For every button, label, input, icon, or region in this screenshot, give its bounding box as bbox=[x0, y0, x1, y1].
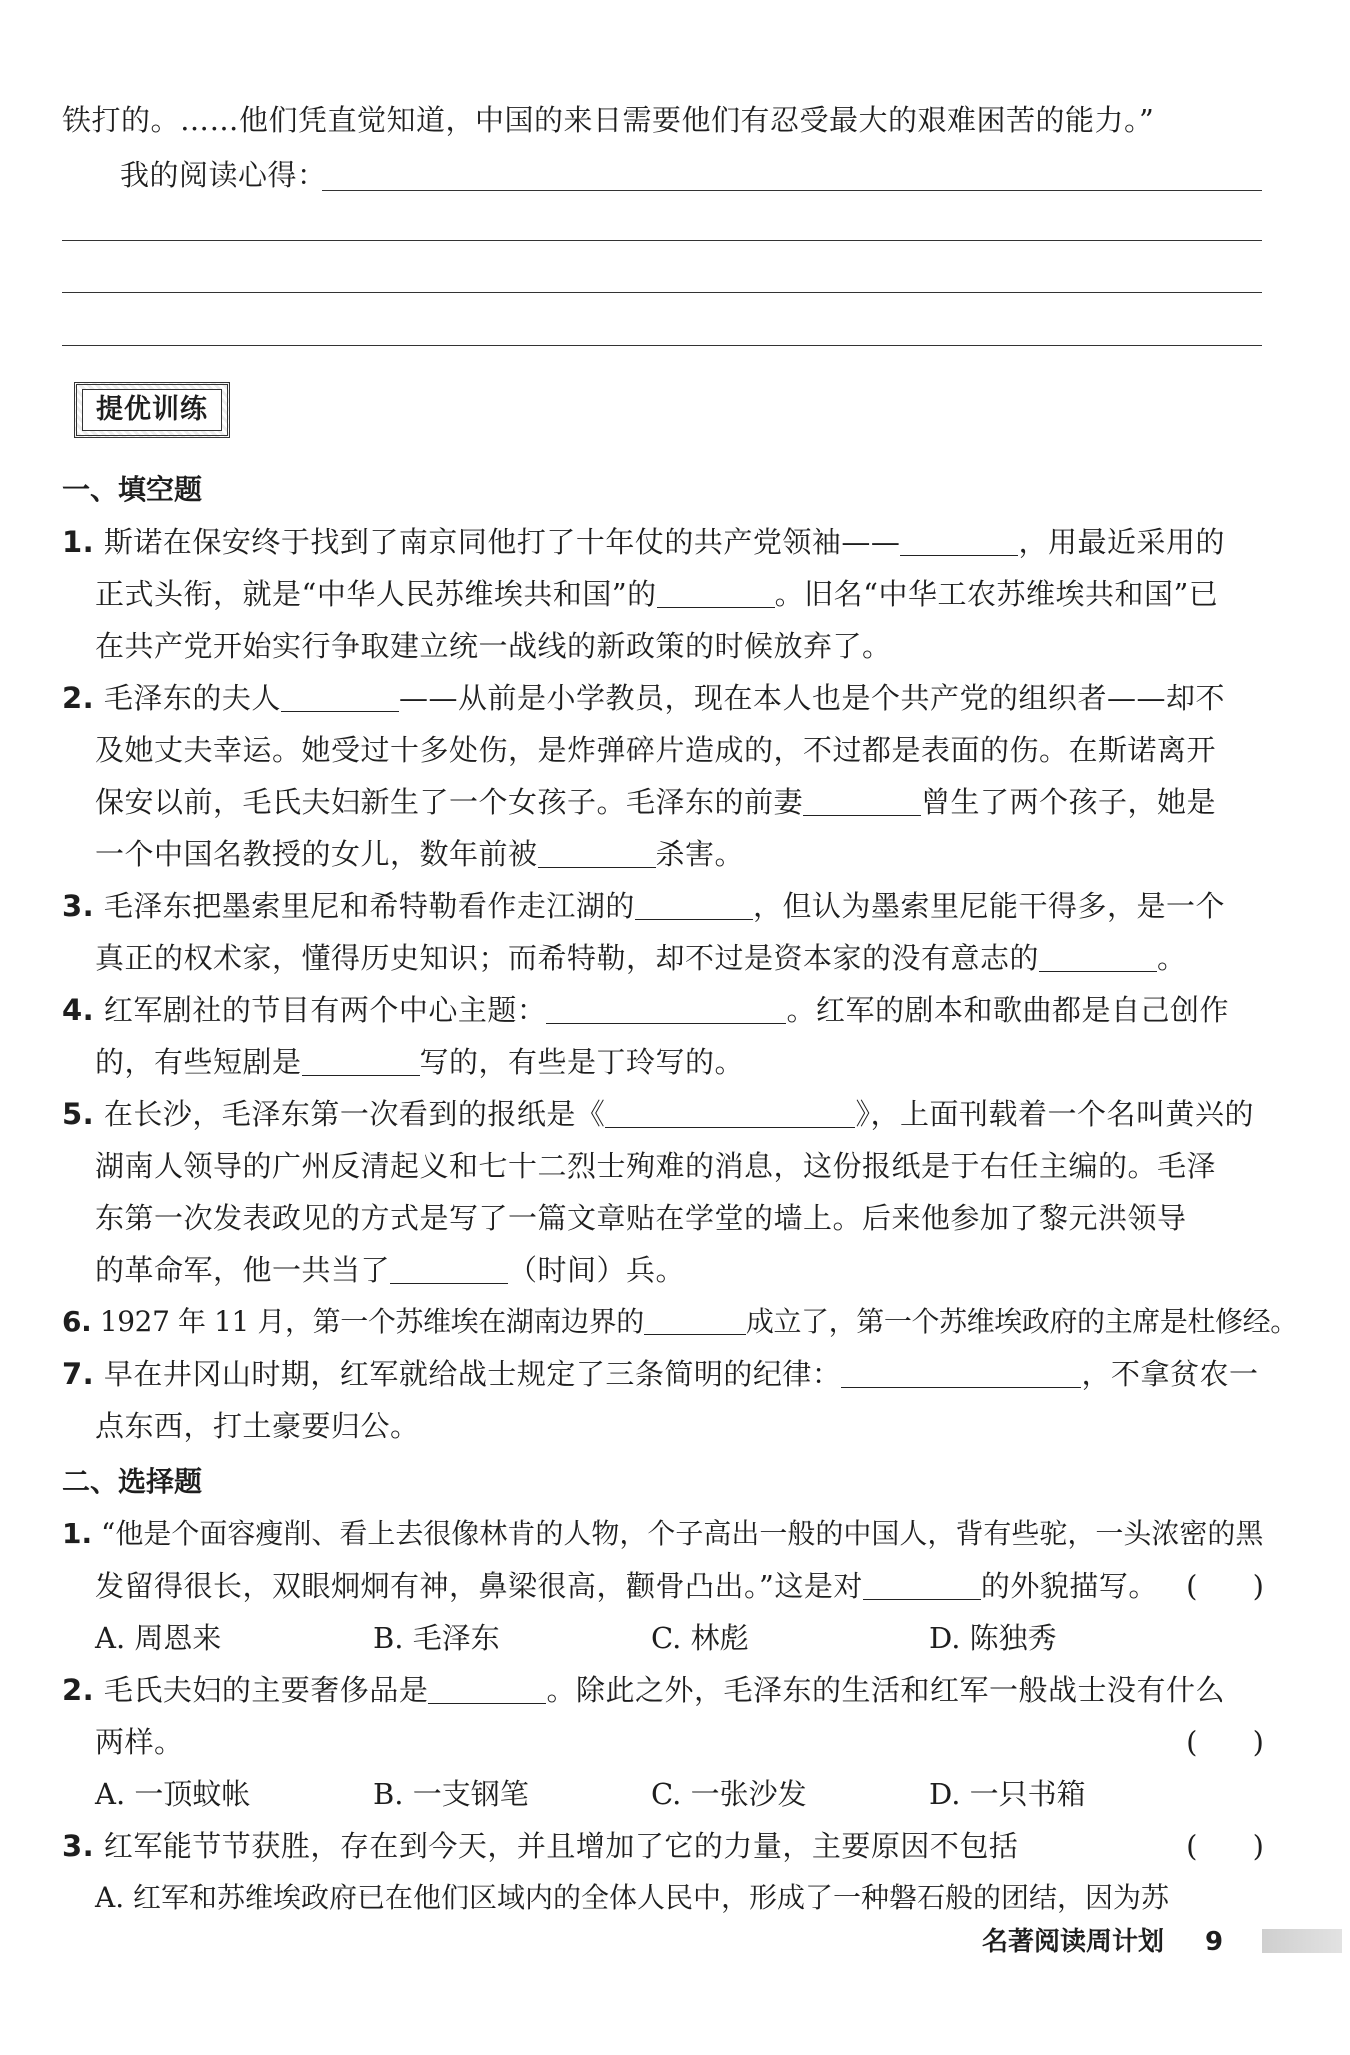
question-text: 成立了，第一个苏维埃政府的主席是杜修经。 bbox=[745, 1305, 1298, 1338]
question-number: 1. bbox=[62, 525, 95, 559]
option-c[interactable]: C. 一张沙发 bbox=[651, 1777, 807, 1811]
mc-question-3 bbox=[62, 1826, 1018, 1866]
question-number: 3. bbox=[62, 889, 95, 923]
question-text: 杀害。 bbox=[655, 837, 745, 871]
part2-heading: 二、选择题 bbox=[62, 1465, 203, 1498]
mc-question-1-line2 bbox=[95, 1566, 1158, 1606]
option-d[interactable]: D. 陈独秀 bbox=[929, 1621, 1057, 1655]
fill-blank[interactable] bbox=[546, 995, 786, 1024]
question-2-line3 bbox=[95, 782, 1216, 822]
question-3-line2 bbox=[95, 938, 1187, 978]
question-2 bbox=[62, 678, 1225, 718]
question-6 bbox=[62, 1302, 1298, 1342]
fill-blank[interactable] bbox=[635, 891, 753, 920]
question-text: 毛泽东的夫人 bbox=[103, 681, 281, 715]
mc-options-1 bbox=[95, 1618, 1207, 1658]
fill-blank[interactable] bbox=[803, 787, 921, 816]
question-text: 的革命军，他一共当了 bbox=[95, 1253, 391, 1287]
fill-blank[interactable] bbox=[841, 1359, 1081, 1388]
question-3 bbox=[62, 886, 1225, 926]
part1-heading: 一、填空题 bbox=[62, 473, 203, 506]
question-text: ，用最近采用的 bbox=[1018, 525, 1225, 559]
question-text: 。 bbox=[1157, 941, 1187, 975]
question-text: 发留得很长，双眼炯炯有神，鼻梁很高，颧骨凸出。”这是对 bbox=[95, 1569, 863, 1603]
option-c[interactable]: C. 林彪 bbox=[651, 1621, 749, 1655]
option-b[interactable]: B. 毛泽东 bbox=[373, 1621, 500, 1655]
question-4-line2 bbox=[95, 1042, 744, 1082]
question-5-line4 bbox=[95, 1250, 685, 1290]
question-text: 正式头衔，就是“中华人民苏维埃共和国”的 bbox=[95, 577, 657, 611]
answer-parentheses[interactable]: ( ) bbox=[1186, 1569, 1264, 1603]
question-text: 。旧名“中华工农苏维埃共和国”已 bbox=[774, 577, 1219, 611]
fill-blank[interactable] bbox=[538, 839, 656, 868]
reading-notes-label: 我的阅读心得： bbox=[120, 158, 327, 192]
quote-tail: 铁打的。……他们凭直觉知道，中国的来日需要他们有忍受最大的艰难困苦的能力。” bbox=[62, 103, 1155, 137]
page-edge-bar bbox=[1262, 1929, 1342, 1953]
question-7-line2: 点东西，打土豪要归公。 bbox=[95, 1409, 420, 1443]
mc-question-2-line2: 两样。 bbox=[95, 1725, 184, 1759]
question-text: 在长沙，毛泽东第一次看到的报纸是《 bbox=[103, 1097, 606, 1131]
question-number: 5. bbox=[62, 1097, 95, 1131]
question-text: 的外貌描写。 bbox=[980, 1569, 1158, 1603]
question-text: 。红军的剧本和歌曲都是自己创作 bbox=[786, 993, 1229, 1027]
book-series-title: 名著阅读周计划 bbox=[982, 1927, 1165, 1957]
question-text: 曾生了两个孩子，她是 bbox=[921, 785, 1217, 819]
question-text: 红军剧社的节目有两个中心主题： bbox=[103, 993, 547, 1027]
answer-line[interactable] bbox=[62, 240, 1262, 241]
fill-blank[interactable] bbox=[863, 1571, 981, 1600]
fill-blank[interactable] bbox=[428, 1675, 546, 1704]
question-text: ，不拿贫农一 bbox=[1081, 1357, 1259, 1391]
question-number: 7. bbox=[62, 1357, 95, 1391]
question-2-line2: 及她丈夫幸运。她受过十多处伤，是炸弹碎片造成的，不过都是表面的伤。在斯诺离开 bbox=[95, 733, 1217, 767]
answer-parentheses[interactable]: ( ) bbox=[1186, 1725, 1264, 1759]
mc-question-1 bbox=[62, 1514, 1263, 1554]
question-5 bbox=[62, 1094, 1254, 1134]
question-text: ——从前是小学教员，现在本人也是个共产党的组织者——却不 bbox=[398, 681, 1225, 715]
question-text: 真正的权术家，懂得历史知识；而希特勒，却不过是资本家的没有意志的 bbox=[95, 941, 1040, 975]
section-badge bbox=[74, 382, 230, 438]
question-5-line2: 湖南人领导的广州反清起义和七十二烈士殉难的消息，这份报纸是于右任主编的。毛泽 bbox=[95, 1149, 1217, 1183]
question-text: 保安以前，毛氏夫妇新生了一个女孩子。毛泽东的前妻 bbox=[95, 785, 804, 819]
question-number: 1. bbox=[62, 1517, 93, 1550]
question-number: 2. bbox=[62, 681, 95, 715]
answer-line[interactable] bbox=[62, 345, 1262, 346]
mc-question-2 bbox=[62, 1670, 1225, 1710]
answer-line[interactable] bbox=[62, 292, 1262, 293]
option-a[interactable]: A. 一顶蚊帐 bbox=[95, 1777, 251, 1811]
question-4 bbox=[62, 990, 1229, 1030]
question-1 bbox=[62, 522, 1225, 562]
question-text: 斯诺在保安终于找到了南京同他打了十年仗的共产党领袖—— bbox=[103, 525, 901, 559]
question-text: 写的，有些是丁玲写的。 bbox=[419, 1045, 745, 1079]
question-text: 一个中国名教授的女儿，数年前被 bbox=[95, 837, 538, 871]
question-text: 的，有些短剧是 bbox=[95, 1045, 302, 1079]
option-d[interactable]: D. 一只书箱 bbox=[929, 1777, 1086, 1811]
question-7 bbox=[62, 1354, 1258, 1394]
question-1-line3: 在共产党开始实行争取建立统一战线的新政策的时候放弃了。 bbox=[95, 629, 892, 663]
mc-question-3-option-a[interactable]: A. 红军和苏维埃政府已在他们区域内的全体人民中，形成了一种磐石般的团结，因为苏 bbox=[95, 1881, 1170, 1914]
question-text: ，但认为墨索里尼能干得多，是一个 bbox=[752, 889, 1225, 923]
question-text: 早在井冈山时期，红军就给战士规定了三条简明的纪律： bbox=[103, 1357, 842, 1391]
section-badge-label: 提优训练 bbox=[96, 394, 208, 425]
answer-parentheses[interactable]: ( ) bbox=[1186, 1829, 1264, 1863]
question-text: “他是个面容瘦削、看上去很像林肯的人物，个子高出一般的中国人，背有些驼，一头浓密的黑 bbox=[101, 1517, 1264, 1550]
question-text: 毛氏夫妇的主要奢侈品是 bbox=[103, 1673, 429, 1707]
fill-blank[interactable] bbox=[644, 1306, 746, 1335]
page-number: 9 bbox=[1205, 1927, 1224, 1957]
option-b[interactable]: B. 一支钢笔 bbox=[373, 1777, 529, 1811]
question-2-line4 bbox=[95, 834, 744, 874]
question-text: （时间）兵。 bbox=[508, 1253, 686, 1287]
question-text: 1927 年 11 月，第一个苏维埃在湖南边界的 bbox=[99, 1305, 644, 1338]
question-1-line2 bbox=[95, 574, 1218, 614]
question-number: 6. bbox=[62, 1305, 92, 1338]
fill-blank[interactable] bbox=[302, 1047, 420, 1076]
answer-line[interactable] bbox=[322, 190, 1262, 191]
question-number: 4. bbox=[62, 993, 95, 1027]
question-5-line3: 东第一次发表政见的方式是写了一篇文章贴在学堂的墙上。后来他参加了黎元洪领导 bbox=[95, 1201, 1187, 1235]
question-number: 2. bbox=[62, 1673, 95, 1707]
question-text: 》，上面刊载着一个名叫黄兴的 bbox=[855, 1097, 1254, 1131]
fill-blank[interactable] bbox=[657, 579, 775, 608]
fill-blank[interactable] bbox=[900, 527, 1018, 556]
fill-blank[interactable] bbox=[605, 1099, 855, 1128]
question-text: 红军能节节获胜，存在到今天，并且增加了它的力量，主要原因不包括 bbox=[103, 1829, 1019, 1863]
option-a[interactable]: A. 周恩来 bbox=[95, 1621, 222, 1655]
mc-options-2 bbox=[95, 1774, 1207, 1814]
fill-blank[interactable] bbox=[1039, 943, 1157, 972]
question-text: 毛泽东把墨索里尼和希特勒看作走江湖的 bbox=[103, 889, 635, 923]
fill-blank[interactable] bbox=[281, 683, 399, 712]
question-text: 。除此之外，毛泽东的生活和红军一般战士没有什么 bbox=[546, 1673, 1225, 1707]
fill-blank[interactable] bbox=[390, 1255, 508, 1284]
question-number: 3. bbox=[62, 1829, 95, 1863]
